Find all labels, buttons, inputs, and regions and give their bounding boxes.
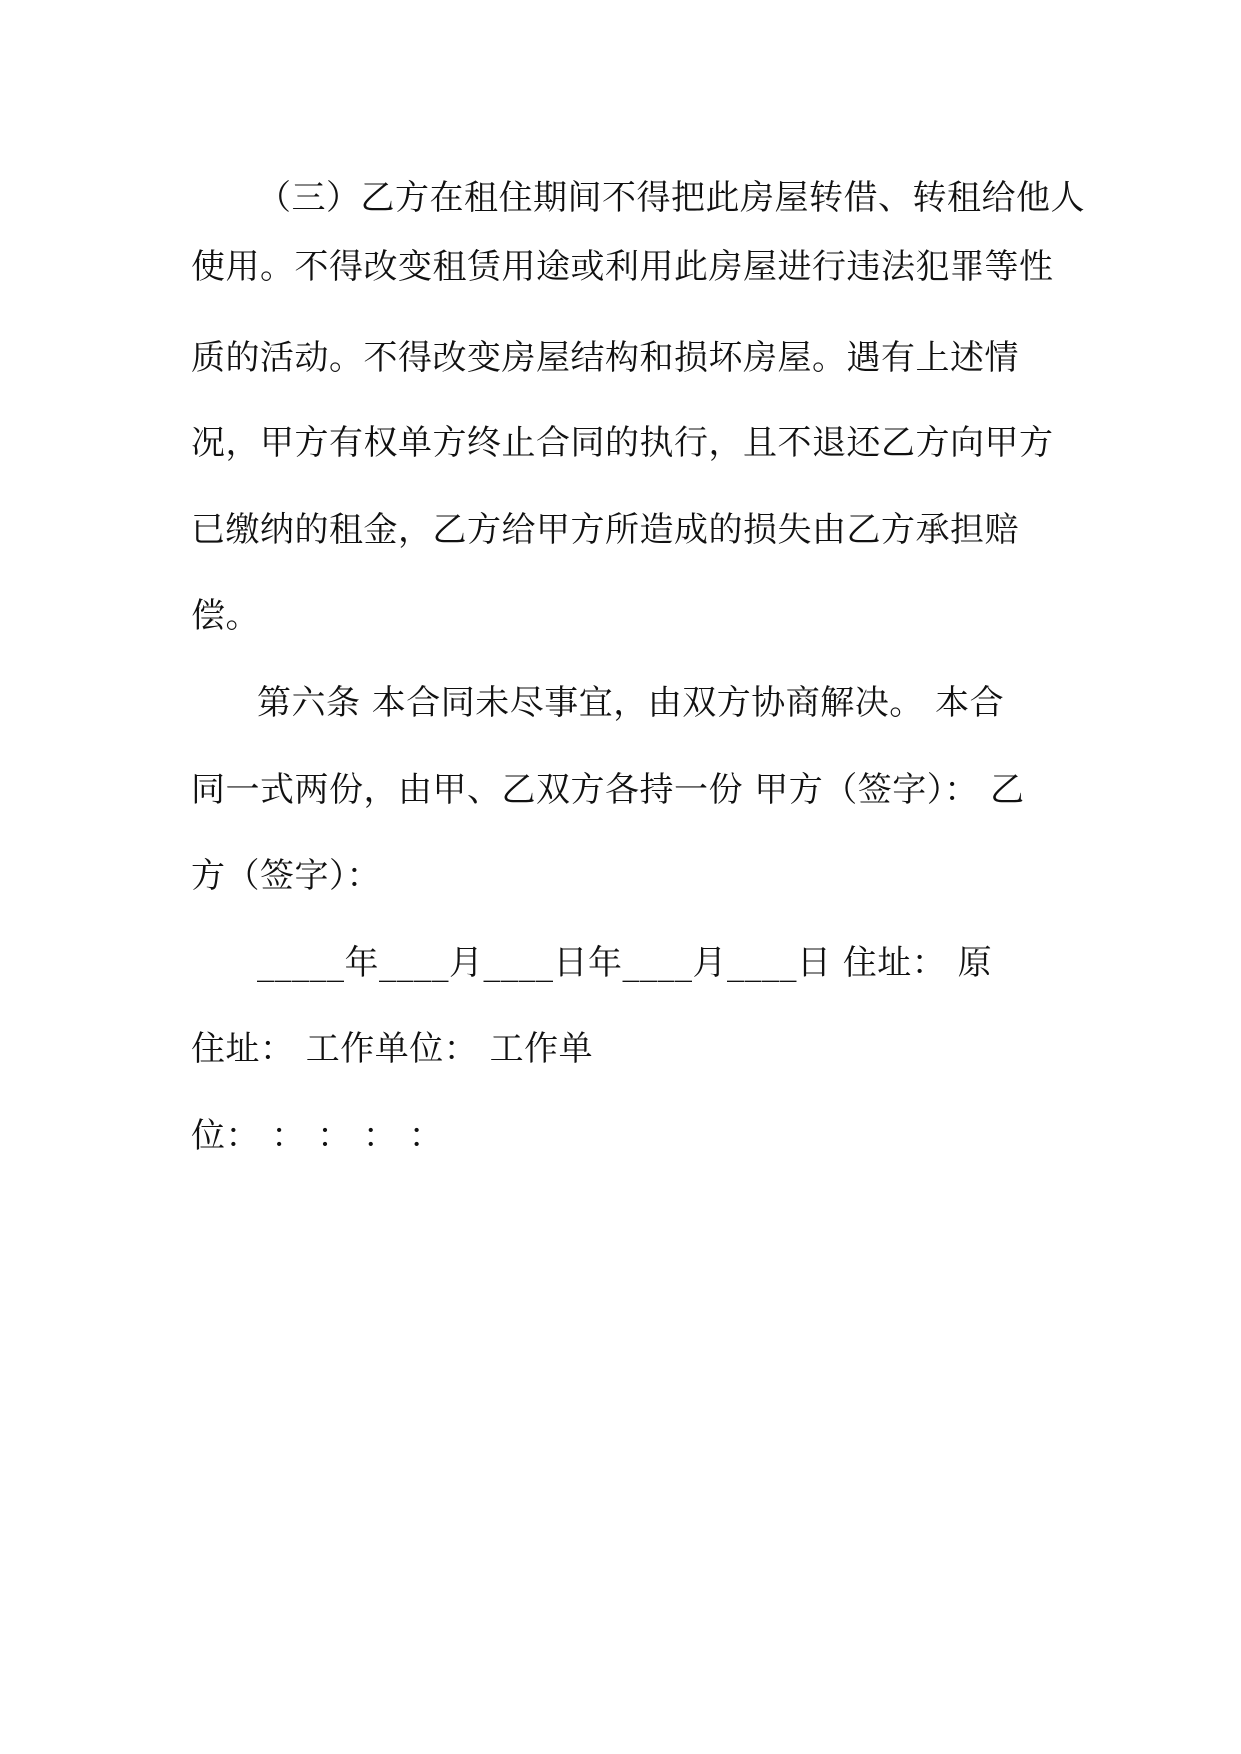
paragraph-line: 第六条 本合同未尽事宜，由双方协商解决。 本合 — [257, 683, 1005, 723]
paragraph-line: 位： ： ： ： ： — [191, 1116, 444, 1156]
paragraph-line: 方（签字）： — [191, 856, 381, 896]
paragraph-line: 同一式两份，由甲、乙双方各持一份 甲方（签字）： 乙 — [191, 770, 1025, 810]
paragraph-line: 已缴纳的租金，乙方给甲方所造成的损失由乙方承担赔 — [191, 510, 1019, 550]
paragraph-line: 偿。 — [191, 596, 260, 636]
date-line: _____年____月____日年____月____日 住址： 原 — [257, 943, 993, 983]
paragraph-line: 质的活动。不得改变房屋结构和损坏房屋。遇有上述情 — [191, 338, 1019, 378]
paragraph-line: （三）乙方在租住期间不得把此房屋转借、转租给他人 — [257, 178, 1085, 218]
paragraph-line: 使用。不得改变租赁用途或利用此房屋进行违法犯罪等性 — [191, 247, 1054, 287]
paragraph-line: 住址： 工作单位： 工作单 — [191, 1029, 594, 1069]
paragraph-line: 况，甲方有权单方终止合同的执行，且不退还乙方向甲方 — [191, 423, 1054, 463]
